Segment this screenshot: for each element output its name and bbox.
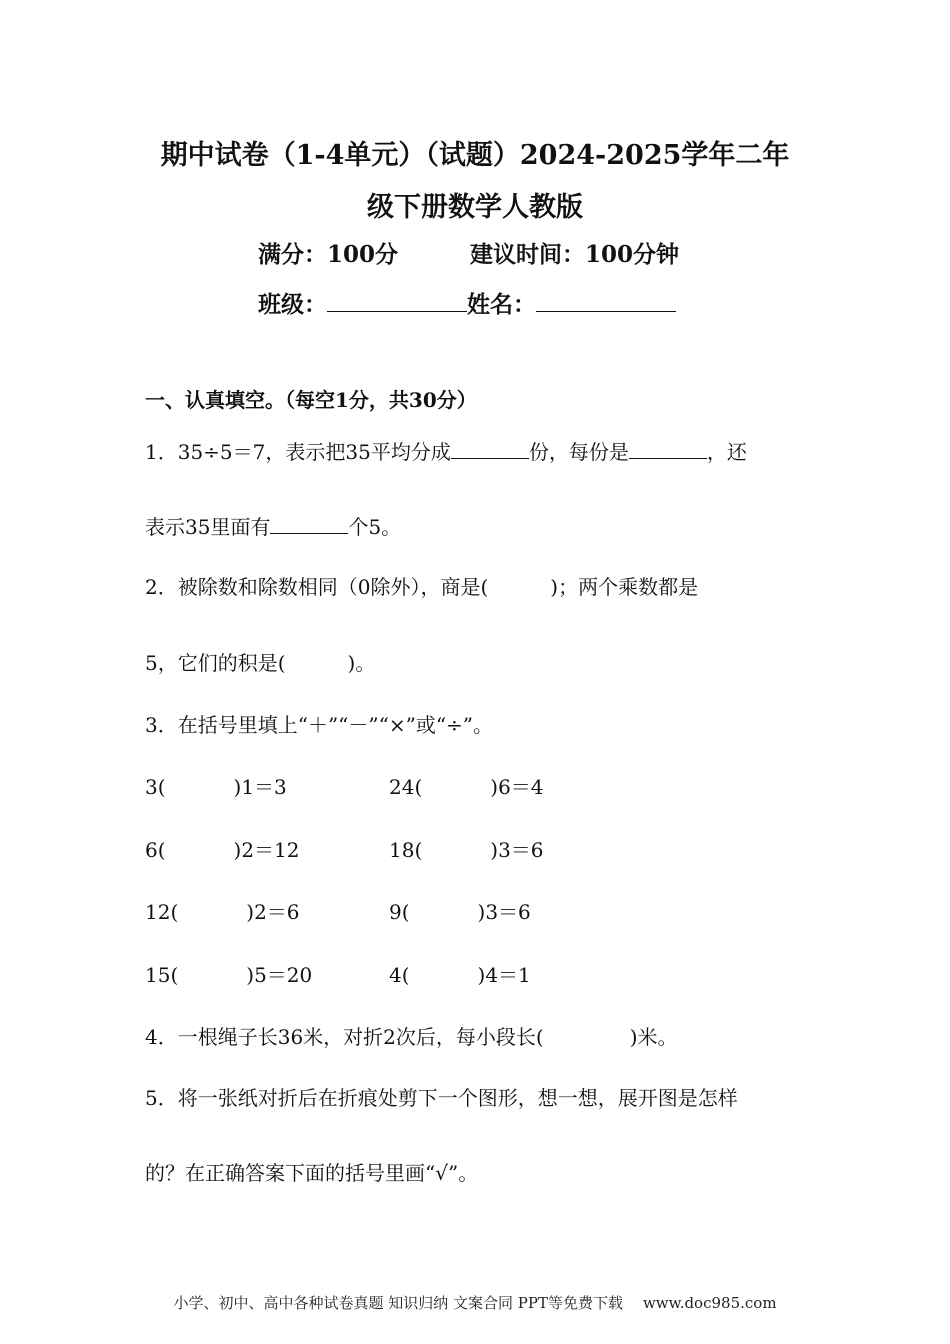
q2-text-c: 5，它们的积是( [145, 651, 286, 675]
q3-eq-1-right-a: 24( [389, 775, 423, 799]
q1-text-a: 1．35÷5＝7，表示把35平均分成 [145, 440, 451, 464]
q5-line2: 的？在正确答案下面的括号里画“√”。 [145, 1161, 479, 1185]
q2-line2 [145, 649, 375, 677]
q1-text-b: 份，每份是 [528, 440, 629, 464]
section1-heading: 一、认真填空。（每空1分，共30分） [145, 388, 477, 412]
q3-eq-2-left [145, 836, 300, 864]
suggested-time: 建议时间：100分钟 [470, 241, 680, 268]
q4-text-b: )米。 [629, 1025, 678, 1049]
q3-eq-2-left-b: )2＝12 [233, 838, 300, 862]
q3-eq-2-right-a: 18( [389, 838, 423, 862]
q3-eq-4-right-b: )4＝1 [477, 963, 531, 987]
q3-eq-3-left-a: 12( [145, 900, 179, 924]
q3-eq-1-right-b: )6＝4 [490, 775, 544, 799]
q4-line [145, 1023, 678, 1051]
q3-eq-4-left-a: 15( [145, 963, 179, 987]
q1-text-d: 表示35里面有 [145, 515, 271, 539]
class-blank[interactable] [327, 289, 467, 312]
q3-eq-4-right-a: 4( [389, 963, 410, 987]
q3-eq-1-left [145, 773, 287, 801]
q2-text-a: 2．被除数和除数相同（0除外），商是( [145, 575, 489, 599]
q3-eq-3-right [389, 898, 531, 926]
q2-line1 [145, 573, 698, 601]
q1-text-c: ，还 [706, 440, 747, 464]
q3-eq-3-right-b: )3＝6 [477, 900, 531, 924]
q3-eq-4-left [145, 961, 312, 989]
q3-eq-2-right [389, 836, 544, 864]
q1-blank-1[interactable] [451, 436, 529, 459]
q3-eq-3-left [145, 898, 300, 926]
footer-url[interactable]: www.doc985.com [642, 1294, 777, 1312]
q1-line2 [145, 511, 401, 541]
q3-instruction: 3．在括号里填上“＋”“－”“×”或“÷”。 [145, 713, 494, 737]
q3-eq-3-right-a: 9( [389, 900, 410, 924]
q3-eq-2-right-b: )3＝6 [490, 838, 544, 862]
q3-eq-4-right [389, 961, 531, 989]
q3-eq-1-right [389, 773, 544, 801]
q1-text-e: 个5。 [348, 515, 402, 539]
q5-line1: 5．将一张纸对折后在折痕处剪下一个图形，想一想，展开图是怎样 [145, 1086, 738, 1110]
q1-blank-3[interactable] [270, 511, 348, 534]
name-blank[interactable] [536, 289, 676, 312]
page-footer [0, 1292, 950, 1313]
q1-line1 [145, 436, 747, 466]
exam-title-line2: 级下册数学人教版 [367, 192, 583, 223]
q3-eq-4-left-b: )5＝20 [246, 963, 313, 987]
q1-blank-2[interactable] [629, 436, 707, 459]
student-info-row [258, 286, 676, 319]
q4-text-a: 4．一根绳子长36米，对折2次后，每小段长( [145, 1025, 544, 1049]
q3-eq-2-left-a: 6( [145, 838, 166, 862]
exam-title-line1: 期中试卷（1-4单元）（试题）2024-2025学年二年 [160, 140, 790, 171]
q3-eq-1-left-a: 3( [145, 775, 166, 799]
full-score: 满分：100分 [258, 241, 399, 268]
q3-eq-1-left-b: )1＝3 [233, 775, 287, 799]
q2-text-d: )。 [347, 651, 376, 675]
q3-eq-3-left-b: )2＝6 [246, 900, 300, 924]
class-label: 班级： [258, 291, 327, 318]
footer-text: 小学、初中、高中各种试卷真题 知识归纳 文案合同 PPT等免费下载 [173, 1294, 623, 1312]
q2-text-b: )；两个乘数都是 [550, 575, 699, 599]
name-label: 姓名： [467, 291, 536, 318]
